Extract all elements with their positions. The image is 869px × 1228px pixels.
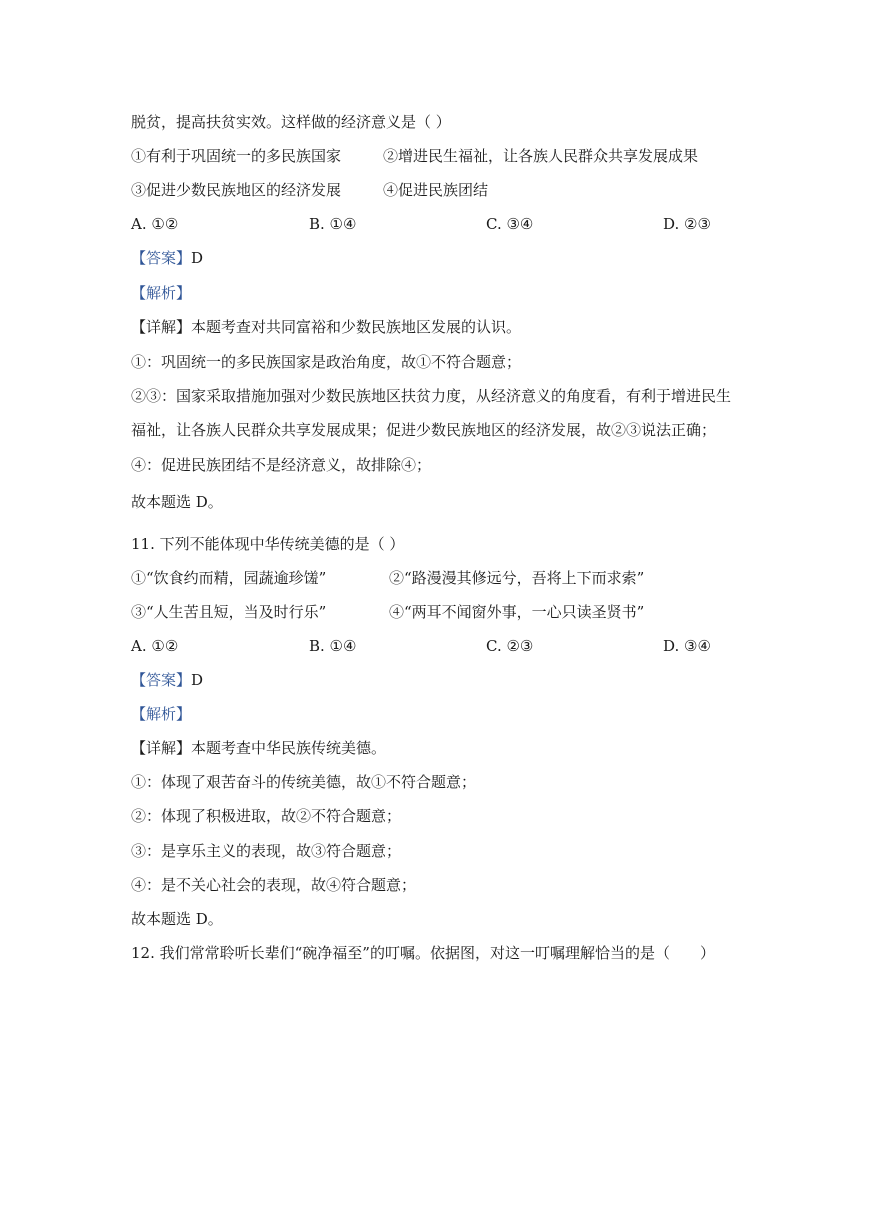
q10-option-1: ①有利于巩固统一的多民族国家 (131, 147, 342, 165)
q11-detail-tag: 【详解】 (131, 739, 192, 757)
q10-choice-a: A. ①② (131, 215, 179, 233)
q11-choice-d: D. ③④ (663, 637, 711, 655)
q11-answer (131, 670, 203, 690)
q11-explanation-4: ④：是不关心社会的表现，故④符合题意； (131, 876, 417, 894)
q10-conclusion: 故本题选 D。 (131, 493, 223, 511)
q12-stem: 12. 我们常常聆听长辈们“碗净福至”的叮嘱。依据图，对这一叮嘱理解恰当的是（ ） (131, 944, 715, 962)
q10-choice-b: B. ①④ (309, 215, 357, 233)
q11-option-1: ①“饮食约而精，园蔬逾珍馐” (131, 569, 327, 587)
q11-conclusion: 故本题选 D。 (131, 910, 223, 928)
q11-detail-intro: 本题考查中华民族传统美德。 (191, 739, 387, 757)
q11-choice-c: C. ②③ (486, 637, 534, 655)
q11-choice-b: B. ①④ (309, 637, 357, 655)
q11-explanation-3: ③：是享乐主义的表现，故③符合题意； (131, 842, 402, 860)
q11-answer-tag: 【答案】 (131, 671, 192, 689)
q10-answer-tag: 【答案】 (131, 249, 192, 267)
q11-explanation-1: ①：体现了艰苦奋斗的传统美德，故①不符合题意； (131, 773, 477, 791)
q10-detail-tag: 【详解】 (131, 318, 192, 336)
q11-answer-value: D (191, 671, 204, 689)
q11-option-4: ④“两耳不闻窗外事，一心只读圣贤书” (389, 603, 645, 621)
q10-choice-d: D. ②③ (663, 215, 711, 233)
q11-choice-a: A. ①② (131, 637, 179, 655)
q10-option-4: ④促进民族团结 (383, 181, 489, 199)
q11-option-3: ③“人生苦且短，当及时行乐” (131, 603, 327, 621)
q10-explanation-1: ①：巩固统一的多民族国家是政治角度，故①不符合题意； (131, 353, 522, 371)
q10-explanation-4: ④：促进民族团结不是经济意义，故排除④； (131, 456, 432, 474)
q10-answer (131, 248, 203, 268)
q10-answer-value: D (191, 249, 204, 267)
q10-stem-tail: 脱贫，提高扶贫实效。这样做的经济意义是（ ） (131, 113, 451, 131)
q10-detail-intro: 本题考查对共同富裕和少数民族地区发展的认识。 (191, 318, 522, 336)
q10-option-3: ③促进少数民族地区的经济发展 (131, 181, 342, 199)
q10-detail (131, 317, 521, 337)
q10-explanation-2: ②③：国家采取措施加强对少数民族地区扶贫力度，从经济意义的角度看，有利于增进民生 (131, 387, 732, 405)
q10-choice-c: C. ③④ (486, 215, 534, 233)
q10-explanation-3: 福祉，让各族人民群众共享发展成果；促进少数民族地区的经济发展，故②③说法正确； (131, 421, 717, 439)
q11-explanation-2: ②：体现了积极进取，故②不符合题意； (131, 807, 402, 825)
q10-analysis-tag: 【解析】 (131, 284, 192, 302)
q11-detail (131, 738, 386, 758)
q10-option-2: ②增进民生福祉，让各族人民群众共享发展成果 (383, 147, 699, 165)
q11-analysis-tag: 【解析】 (131, 705, 192, 723)
q11-option-2: ②“路漫漫其修远兮，吾将上下而求索” (389, 569, 645, 587)
q11-stem: 11. 下列不能体现中华传统美德的是（ ） (131, 535, 405, 553)
